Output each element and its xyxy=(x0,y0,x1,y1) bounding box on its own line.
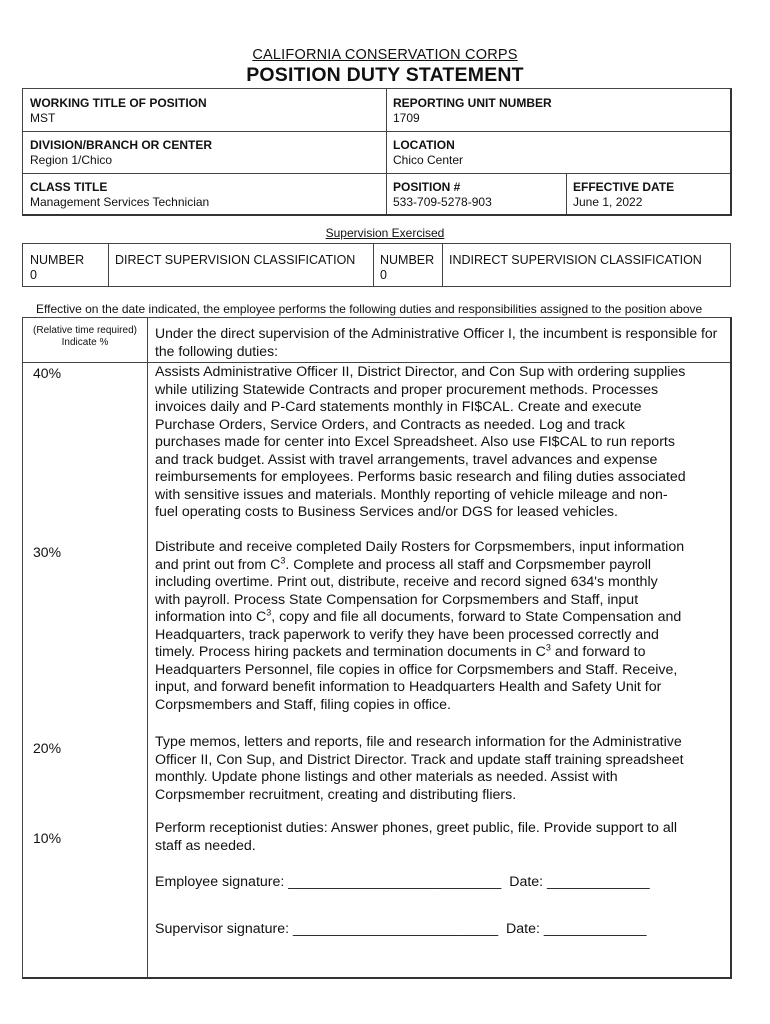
direct-classification-cell xyxy=(108,244,373,268)
intro-line: the following duties: xyxy=(155,342,278,359)
duty-line: Corpsmembers and Staff, filing copies in office. xyxy=(155,696,451,713)
working-title-cell xyxy=(23,89,386,131)
duty-line: with sensitive issues and materials. Monthly reporting of vehicle mileage and non- xyxy=(155,486,668,503)
duty-line: and track budget. Assist with travel arrangements, travel advances and expense xyxy=(155,451,658,468)
employee-signature-line[interactable]: Employee signature: ___________________________ Date: _____________ xyxy=(155,874,650,890)
duty-line: Headquarters, track paperwork to verify they have been processed correctly and xyxy=(155,626,659,643)
indirect-number-cell xyxy=(373,244,442,283)
duty-line: timely. Process hiring packets and termination documents in $C^3$ and forward to xyxy=(155,642,646,660)
duty-line: and print out from $C^3$. Complete and process all staff and Corpsmember payroll xyxy=(155,554,652,573)
organization-name: CALIFORNIA CONSERVATION CORPS xyxy=(252,47,518,63)
duty-line: including overtime. Print out, distribute, receive and record signed 634's monthly xyxy=(155,574,658,590)
duty-line: information into $C^3$, copy and file all documents, forward to State Compensation and xyxy=(155,607,682,625)
direct-classification-label: DIRECT SUPERVISION CLASSIFICATION xyxy=(115,253,356,267)
indirect-classification-cell xyxy=(442,244,730,268)
duty-description xyxy=(155,539,725,714)
position-info-table xyxy=(22,88,732,216)
duty-percent: 40% xyxy=(33,365,62,381)
working-title-label: WORKING TITLE OF POSITION xyxy=(30,96,207,110)
intro-line: Under the direct supervision of the Administrative Officer I, the incumbent is responsible for xyxy=(155,325,718,341)
location-cell xyxy=(386,131,730,173)
duty-line: Distribute and receive completed Daily Rosters for Corpsmembers, input information xyxy=(155,539,685,555)
supervision-table xyxy=(22,243,731,287)
direct-number-value: 0 xyxy=(30,268,37,282)
indirect-number-label: NUMBER xyxy=(380,253,435,267)
divider xyxy=(147,318,148,977)
duty-line: fuel operating costs to Business Services and/or DGS for leased vehicles. xyxy=(155,504,618,520)
position-number-label: POSITION # xyxy=(393,180,461,194)
duty-line: input, and forward benefit information to Headquarters Health and Safety Unit for xyxy=(155,679,662,695)
effective-statement: Effective on the date indicated, the employee performs the following duties and responsibilities assigned to the position above xyxy=(36,302,703,316)
effective-date-label: EFFECTIVE DATE xyxy=(573,180,675,194)
location-label: LOCATION xyxy=(393,138,455,152)
duty-percent: 20% xyxy=(33,740,62,756)
duty-description xyxy=(155,364,725,522)
division-cell xyxy=(23,131,386,173)
superscript: 3 xyxy=(280,554,286,565)
reporting-unit-value: 1709 xyxy=(393,111,420,125)
class-title-cell xyxy=(23,173,386,214)
document-title: POSITION DUTY STATEMENT xyxy=(246,64,524,86)
division-label: DIVISION/BRANCH OR CENTER xyxy=(30,138,213,152)
supervisor-signature-line[interactable]: Supervisor signature: __________________________ Date: _____________ xyxy=(155,921,647,937)
position-number-value: 533-709-5278-903 xyxy=(393,195,492,209)
duty-line: Perform receptionist duties: Answer phones, greet public, file. Provide support to all xyxy=(155,820,678,836)
duty-description xyxy=(155,734,725,804)
duty-line: Headquarters Personnel, file copies in office for Corpsmembers and Staff. Receive, xyxy=(155,661,678,678)
working-title-value: MST xyxy=(30,111,56,125)
effective-date-value: June 1, 2022 xyxy=(573,195,643,209)
duties-intro xyxy=(155,325,723,360)
duty-line: monthly. Update phone listings and other materials as needed. Assist with xyxy=(155,769,618,785)
superscript: 3 xyxy=(266,607,272,618)
percent-header-line: Indicate % xyxy=(61,337,109,348)
duty-line: Assists Administrative Officer II, District Director, and Con Sup with ordering supplies xyxy=(155,364,686,380)
duty-description xyxy=(155,820,725,855)
duty-line: Purchase Orders, Service Orders, and Contracts as needed. Log and track xyxy=(155,416,626,433)
duty-line: with payroll. Process State Compensation for Corpsmembers and Staff, input xyxy=(155,591,639,608)
duties-table xyxy=(22,317,732,979)
duty-percent: 30% xyxy=(33,544,62,560)
duty-percent: 10% xyxy=(33,830,62,846)
direct-number-label: NUMBER xyxy=(30,253,85,267)
reporting-unit-cell xyxy=(386,89,730,131)
class-title-value: Management Services Technician xyxy=(30,195,210,209)
effective-date-cell xyxy=(566,173,730,214)
duty-line: purchases made for center into Excel Spreadsheet. Also use FI$CAL to run reports xyxy=(155,434,675,450)
duty-line: while utilizing Statewide Contracts and proper procurement methods. Processes xyxy=(155,381,659,398)
reporting-unit-label: REPORTING UNIT NUMBER xyxy=(393,96,552,110)
direct-number-cell xyxy=(23,244,108,283)
percent-header xyxy=(23,325,147,349)
duty-line: invoices daily and P-Card statements monthly in FI$CAL. Create and execute xyxy=(155,399,642,415)
percent-header-line: (Relative time required) xyxy=(33,325,137,336)
superscript: 3 xyxy=(545,642,551,653)
duty-line: staff as needed. xyxy=(155,837,256,854)
duty-line: Officer II, Con Sup, and District Director. Track and update staff training spreadsheet xyxy=(155,751,684,768)
class-title-label: CLASS TITLE xyxy=(30,180,108,194)
division-value: Region 1/Chico xyxy=(30,153,113,167)
location-value: Chico Center xyxy=(393,153,464,167)
duty-line: reimbursements for employees. Performs basic research and filing duties associated xyxy=(155,469,686,485)
indirect-number-value: 0 xyxy=(380,268,387,282)
divider xyxy=(23,362,730,363)
indirect-classification-label: INDIRECT SUPERVISION CLASSIFICATION xyxy=(449,253,702,267)
supervision-title: Supervision Exercised xyxy=(325,226,445,240)
duty-line: Corpsmember recruitment, creating and distributing fliers. xyxy=(155,786,517,803)
duty-line: Type memos, letters and reports, file and research information for the Administrative xyxy=(155,734,682,750)
position-number-cell xyxy=(386,173,566,214)
